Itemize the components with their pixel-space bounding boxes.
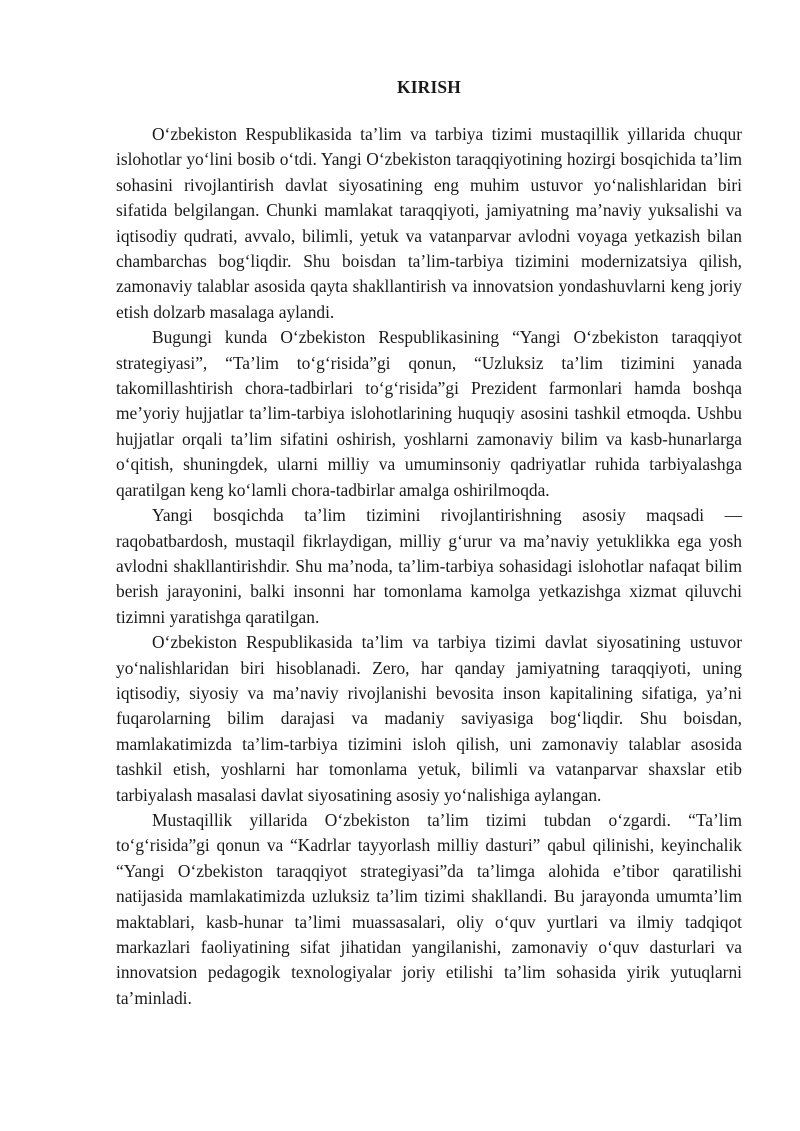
paragraph-1: O‘zbekiston Respublikasida ta’lim va tarbiya tizimi mustaqillik yillarida chuqur islohotlar yo‘lini bosib o‘tdi. Yangi O‘zbekiston taraqqiyotining hozirgi bosqichida ta’lim sohasini rivojlantirish davlat siyosatining eng muhim ustuvor yo‘nalishlaridan biri sifatida belgilangan. Chunki mamlakat taraqqiyoti, jamiyatning ma’naviy yuksalishi va iqtisodiy qudrati, avvalo, bilimli, yetuk va vatanparvar avlodni voyaga yetkazish bilan chambarchas bog‘liqdir. Shu boisdan ta’lim-tarbiya tizimini modernizatsiya qilish, zamonaviy talablar asosida qayta shakllantirish va innovatsion yondashuvlarni keng joriy etish dolzarb masalaga aylandi. xyxy=(116,124,742,322)
document-body xyxy=(116,76,742,1011)
paragraph-3: Yangi bosqichda ta’lim tizimini rivojlantirishning asosiy maqsadi — raqobatbardosh, mustaqil fikrlaydigan, milliy g‘urur va ma’naviy yetuklikka ega yosh avlodni shakllantirishdir. Shu ma’noda, ta’lim-tarbiya sohasidagi islohotlar nafaqat bilim berish jarayonini, balki insonni har tomonlama kamolga yetkazishga xizmat qiluvchi tizimni yaratishga qaratilgan. xyxy=(116,505,742,627)
paragraph-2: Bugungi kunda O‘zbekiston Respublikasining “Yangi O‘zbekiston taraqqiyot strategiyasi”, “Ta’lim to‘g‘risida”gi qonun, “Uzluksiz ta’lim tizimini yanada takomillashtirish chora-tadbirlari to‘g‘risida”gi Prezident farmonlari hamda boshqa me’yoriy hujjatlar ta’lim-tarbiya islohotlarining huquqiy asosini tashkil etmoqda. Ushbu hujjatlar orqali ta’lim sifatini oshirish, yoshlarni zamonaviy bilim va kasb-hunarlarga o‘qitish, shuningdek, ularni milliy va umuminsoniy qadriyatlar ruhida tarbiyalashga qaratilgan keng ko‘lamli chora-tadbirlar amalga oshirilmoqda. xyxy=(116,327,742,500)
paragraph-5: Mustaqillik yillarida O‘zbekiston ta’lim tizimi tubdan o‘zgardi. “Ta’lim to‘g‘risida”gi qonun va “Kadrlar tayyorlash milliy dasturi” qabul qilinishi, keyinchalik “Yangi O‘zbekiston taraqqiyot strategiyasi”da ta’limga alohida e’tibor qaratilishi natijasida mamlakatimizda uzluksiz ta’lim tizimi shakllandi. Bu jarayonda umumta’lim maktablari, kasb-hunar ta’limi muassasalari, oliy o‘quv yurtlari va ilmiy tadqiqot markazlari faoliyatining sifat jihatidan yangilanishi, zamonaviy o‘quv dasturlari va innovatsion pedagogik texnologiyalar joriy etilishi ta’lim sohasida yirik yutuqlarni ta’minladi. xyxy=(116,809,742,1008)
paragraph-4: O‘zbekiston Respublikasida ta’lim va tarbiya tizimi davlat siyosatining ustuvor yo‘nalishlaridan biri hisoblanadi. Zero, har qanday jamiyatning taraqqiyoti, uning iqtisodiy, siyosiy va ma’naviy rivojlanishi bevosita inson kapitalining sifatiga, ya’ni fuqarolarning bilim darajasi va madaniy saviyasiga bog‘liqdir. Shu boisdan, mamlakatimizda ta’lim-tarbiya tizimini isloh qilish, uni zamonaviy talablar asosida tashkil etish, yoshlarni har tomonlama yetuk, bilimli va vatanparvar shaxslar etib tarbiyalash masalasi davlat siyosatining asosiy yo‘nalishiga aylangan. xyxy=(116,632,742,805)
section-title: KIRISH xyxy=(396,77,462,97)
